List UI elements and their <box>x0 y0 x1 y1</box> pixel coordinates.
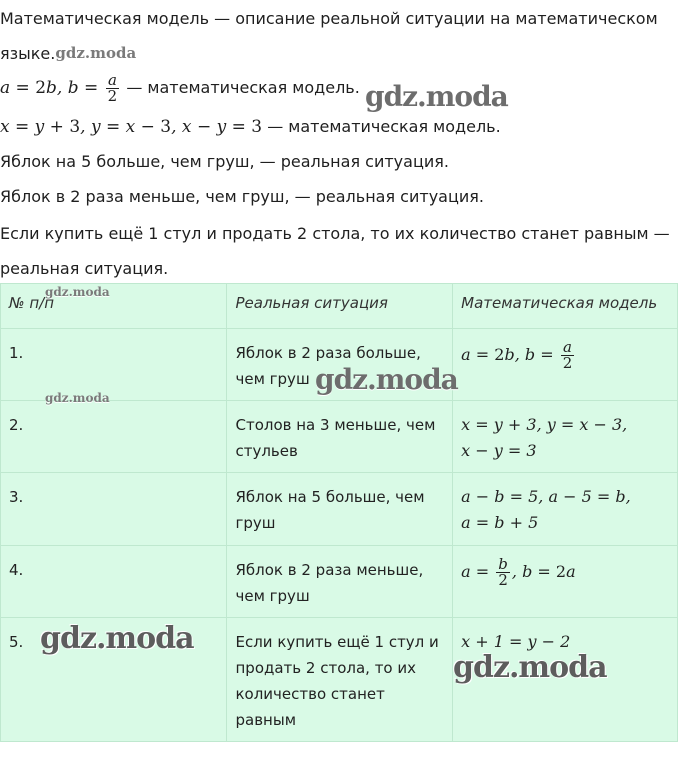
definition-line: Математическая модель — описание реальной ситуации на математическом <box>0 9 658 28</box>
row-model: x = y + 3, y = x − 3, x − y = 3 <box>453 401 678 473</box>
row-model: a − b = 5, a − 5 = b, a = b + 5 <box>453 473 678 546</box>
row-model: a = 2b, b = $\frac{a}{2}$ <box>453 329 678 401</box>
example-line-2: x = y + 3, y = x − 3, x − y = 3 — математическая модель. <box>0 117 501 137</box>
sentence-1: Яблок на 5 больше, чем груш, — реальная ситуация. <box>0 152 449 171</box>
example-line-1: a = 2b, b = $\frac{a}{2}$ — математическая модель. <box>0 71 360 105</box>
row-situation: Если купить ещё 1 стул и продать 2 стола, то их количество станет равным <box>227 618 453 742</box>
header-situation: Реальная ситуация <box>227 284 453 329</box>
watermark-logo: gdz.moda <box>45 391 110 405</box>
math-formula: a = 2b, b = <box>0 78 99 98</box>
row-situation: Яблок в 2 раза меньше, чем груш <box>227 546 453 618</box>
row-number: 3. <box>1 473 227 546</box>
row-model: x + 1 = y − 2 <box>453 618 678 742</box>
math-fraction: $\frac{b}{2}$ <box>498 555 508 589</box>
watermark-logo: gdz.moda <box>315 363 458 396</box>
watermark-logo: gdz.moda <box>55 44 137 62</box>
row-situation: Яблок в 2 раза больше, чем груш <box>227 329 453 401</box>
row-number: 4. <box>1 546 227 618</box>
header-model: Математическая модель <box>453 284 678 329</box>
row-situation: Столов на 3 меньше, чем стульев <box>227 401 453 473</box>
row-number: 1. <box>1 329 227 401</box>
sentence-3-cont: реальная ситуация. <box>0 259 169 278</box>
watermark-logo: gdz.moda <box>453 650 607 685</box>
header-number: № п/п <box>1 284 227 329</box>
math-formula: x = y + 3, y = x − 3, x − y = 3 <box>0 117 263 137</box>
table-row <box>1 473 678 546</box>
sentence-2: Яблок в 2 раза меньше, чем груш, — реальная ситуация. <box>0 187 484 206</box>
row-number: 5. <box>1 618 227 742</box>
math-fraction: $\frac{a}{2}$ <box>107 71 118 105</box>
definition-line-cont: языке.gdz.moda <box>0 44 137 63</box>
watermark-logo: gdz.moda <box>45 285 110 299</box>
math-fraction: $\frac{a}{2}$ <box>562 338 573 372</box>
watermark-logo: gdz.moda <box>365 80 508 113</box>
table-row <box>1 401 678 473</box>
table-row <box>1 546 678 618</box>
watermark-logo: gdz.moda <box>40 621 194 656</box>
row-model: a = $\frac{b}{2}$ , b = 2a <box>453 546 678 618</box>
row-number: 2. <box>1 401 227 473</box>
sentence-3: Если купить ещё 1 стул и продать 2 стола, то их количество станет равным — <box>0 224 670 243</box>
row-situation: Яблок на 5 больше, чем груш <box>227 473 453 546</box>
